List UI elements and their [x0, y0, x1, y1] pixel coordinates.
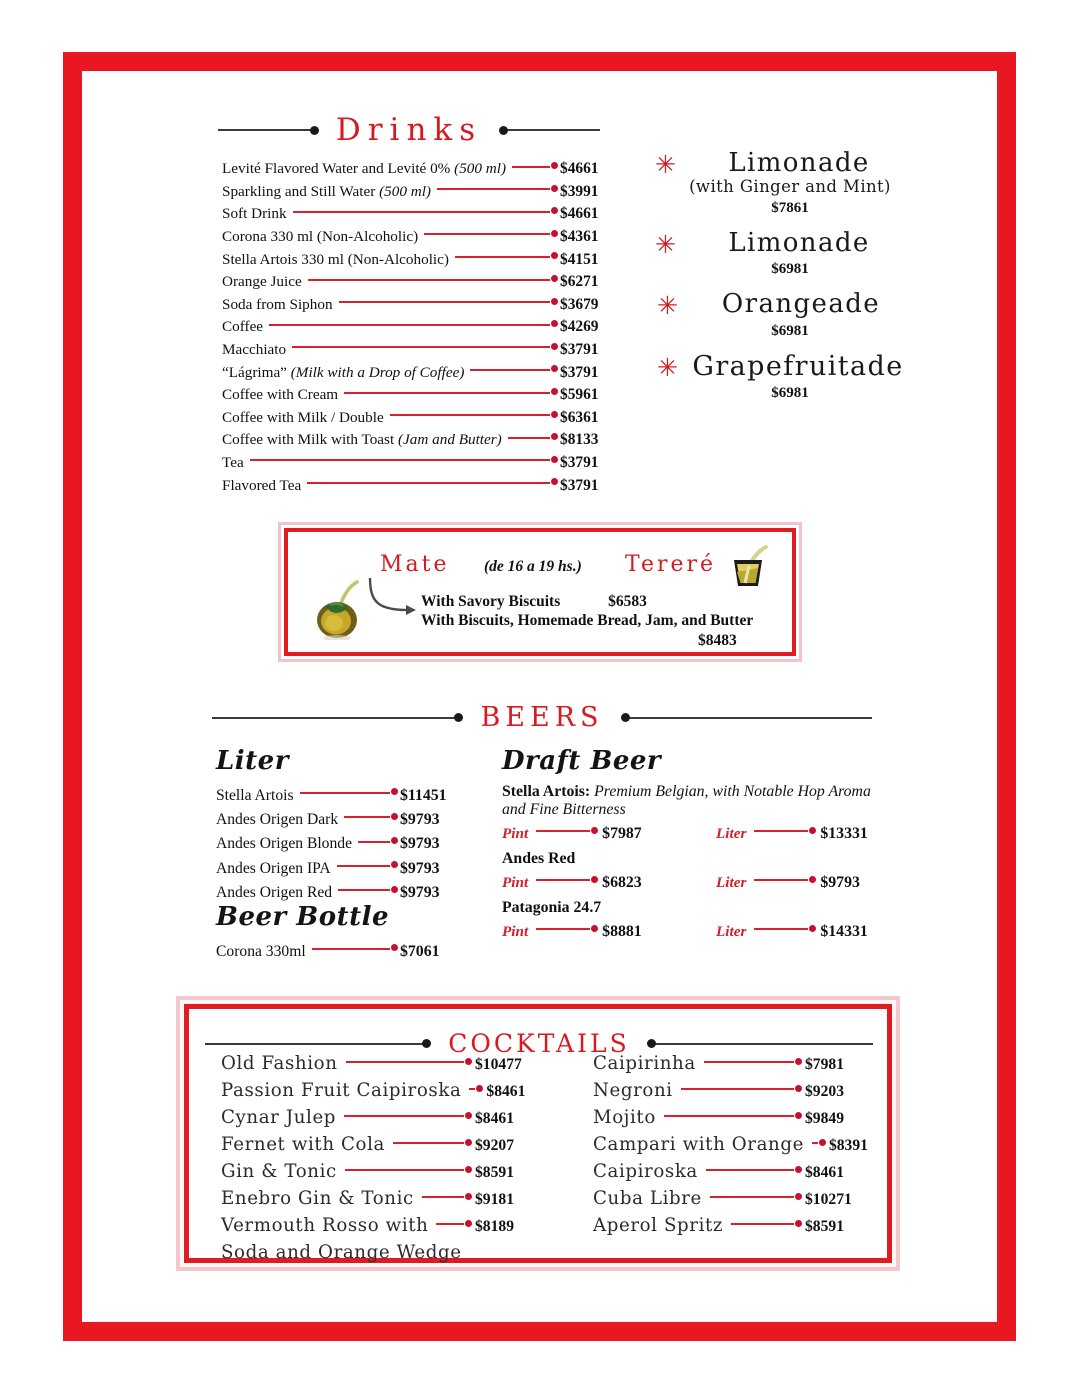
ade-price: $7861	[771, 199, 809, 216]
price-leader-line	[390, 407, 558, 422]
draft-pint-label: Pint	[502, 923, 529, 940]
cocktail-name: Passion Fruit Caipiroska	[221, 1080, 462, 1101]
price-leader-line	[512, 158, 558, 173]
cocktail-price: $7981	[805, 1056, 844, 1073]
cocktail-row	[593, 1053, 875, 1080]
draft-size-row	[502, 871, 892, 892]
menu-item-price: $6271	[560, 273, 599, 291]
menu-item-price: $4661	[560, 160, 599, 178]
cocktail-price: $9849	[805, 1110, 844, 1127]
draft-liter-price: $14331	[820, 923, 868, 940]
price-leader-line	[710, 1188, 802, 1204]
price-leader-line	[681, 1080, 802, 1096]
price-leader-line	[754, 871, 816, 887]
liter-list	[216, 784, 466, 906]
cocktail-name: Old Fashion	[221, 1053, 338, 1074]
menu-item-row	[216, 784, 466, 808]
menu-item-name: Soda from Siphon	[222, 295, 333, 313]
cocktail-name: Cynar Julep	[221, 1107, 337, 1128]
cocktail-name: Mojito	[593, 1107, 656, 1128]
menu-item-row	[222, 407, 620, 430]
cocktail-name: Cuba Libre	[593, 1188, 702, 1209]
menu-item-name: Levité Flavored Water and Levité 0% (500 ml)	[222, 160, 507, 178]
menu-item-row	[222, 384, 620, 407]
mate-hours: (de 16 a 19 hs.)	[484, 558, 582, 575]
menu-item-name: Andes Origen IPA	[216, 859, 331, 877]
cocktails-box-inner	[184, 1004, 892, 1263]
bottle-heading: Beer Bottle	[216, 902, 390, 932]
cocktails-right-column	[593, 1053, 875, 1242]
menu-item-row	[222, 361, 620, 384]
draft-beer-name	[502, 899, 892, 917]
draft-beer-label: Patagonia 24.7	[502, 899, 602, 916]
draft-beer-name	[502, 783, 892, 819]
draft-size-row	[502, 920, 892, 941]
menu-item-row	[222, 248, 620, 271]
menu-item-name: Corona 330ml	[216, 942, 306, 960]
price-leader-line	[812, 1134, 826, 1150]
price-leader-line	[308, 271, 558, 286]
cocktails-title: COCKTAILS	[448, 1029, 630, 1058]
menu-item-price: $3791	[560, 340, 599, 358]
draft-pint-price: $8881	[602, 923, 642, 940]
price-leader-line	[437, 181, 558, 196]
menu-item-row	[222, 294, 620, 317]
menu-item-row	[222, 316, 620, 339]
ade-name: Orangeade	[721, 289, 881, 320]
mate-arrow-icon	[364, 576, 420, 620]
cocktail-row	[221, 1053, 545, 1080]
draft-beer-description: Premium Belgian, with Notable Hop Aroma and Fine Bitterness	[502, 783, 871, 818]
cocktail-name: Caipirinha	[593, 1053, 696, 1074]
draft-liter-label: Liter	[716, 874, 747, 891]
menu-item-row	[222, 452, 620, 475]
cocktail-price: $9203	[805, 1083, 844, 1100]
drinks-list	[222, 158, 620, 497]
ade-item	[645, 350, 935, 403]
mate-option-1-label: With Savory Biscuits	[421, 593, 561, 610]
drinks-section-header	[218, 112, 600, 148]
price-leader-line	[293, 203, 558, 218]
draft-beer-label: Andes Red	[502, 850, 576, 867]
cocktail-name: Campari with Orange	[593, 1134, 804, 1155]
price-leader-line	[307, 474, 558, 489]
beers-section-header	[212, 702, 872, 733]
menu-item-row	[216, 833, 466, 857]
cocktail-price: $10477	[475, 1056, 522, 1073]
menu-item-price: $4151	[560, 250, 599, 268]
menu-item-name: “Lágrima” (Milk with a Drop of Coffee)	[222, 363, 465, 381]
asterisk-icon: ✳	[655, 152, 676, 179]
liter-heading: Liter	[216, 746, 289, 776]
menu-item-price: $3791	[560, 453, 599, 471]
mate-option-2	[421, 612, 753, 630]
ade-name: Grapefruitade	[692, 350, 904, 382]
menu-item-name: Sparkling and Still Water (500 ml)	[222, 182, 431, 200]
draft-list	[502, 783, 892, 941]
cocktail-price: $9207	[475, 1137, 514, 1154]
menu-item-row	[222, 226, 620, 249]
price-leader-line	[455, 248, 558, 263]
menu-item-price: $9793	[400, 835, 440, 853]
menu-item-name: Coffee	[222, 318, 264, 336]
ade-price: $6981	[771, 322, 809, 339]
mate-option-1-price: $6583	[608, 593, 647, 610]
cocktail-price: $8189	[475, 1218, 514, 1235]
price-leader-line	[344, 808, 398, 824]
price-leader-line	[312, 940, 398, 956]
mate-option-2-price: $8483	[698, 632, 737, 649]
terere-title: Tereré	[625, 552, 717, 577]
price-leader-line	[731, 1215, 802, 1231]
cocktail-name: Negroni	[593, 1080, 673, 1101]
draft-beer-label: Stella Artois:	[502, 783, 591, 800]
ade-name: Limonade	[728, 148, 870, 178]
ade-item	[645, 227, 935, 279]
asterisk-icon: ✳	[657, 354, 678, 382]
menu-item-price: $3791	[560, 363, 599, 381]
price-leader-line	[436, 1215, 472, 1231]
cocktail-price: $9181	[475, 1191, 514, 1208]
cocktail-price: $8591	[475, 1164, 514, 1181]
mate-terere-box	[278, 522, 802, 662]
price-leader-line	[422, 1188, 472, 1204]
cocktail-row	[593, 1215, 875, 1242]
asterisk-icon: ✳	[657, 293, 678, 321]
menu-item-name: Stella Artois	[216, 786, 294, 804]
ade-price: $6981	[771, 385, 809, 402]
menu-item-price: $4269	[560, 318, 599, 336]
mate-box-inner	[284, 528, 796, 656]
price-leader-line	[536, 920, 598, 936]
draft-liter-cell	[716, 871, 860, 892]
beers-draft-block	[502, 746, 892, 941]
price-leader-line	[338, 882, 398, 898]
menu-item-name: Coffee with Milk / Double	[222, 408, 384, 426]
cocktail-price: $8461	[805, 1164, 844, 1181]
price-leader-line	[358, 833, 398, 849]
price-leader-line	[346, 1053, 472, 1069]
price-leader-line	[536, 822, 598, 838]
menu-item-price: $8133	[560, 431, 599, 449]
menu-item-price: $9793	[400, 810, 440, 828]
menu-item-row	[216, 940, 466, 964]
draft-liter-label: Liter	[716, 923, 747, 940]
cocktail-price: $8591	[805, 1218, 844, 1235]
menu-item-price: $3991	[560, 182, 599, 200]
menu-item-name: Coffee with Cream	[222, 386, 339, 404]
cocktail-row	[593, 1188, 875, 1215]
draft-pint-cell	[502, 822, 716, 843]
price-leader-line	[393, 1134, 472, 1150]
drinks-title: Drinks	[335, 112, 483, 148]
header-rule-right	[500, 129, 600, 131]
price-leader-line	[300, 784, 398, 800]
menu-item-price: $5961	[560, 386, 599, 404]
draft-liter-cell	[716, 822, 868, 843]
cocktail-price: $8461	[475, 1110, 514, 1127]
menu-item-name: Coffee with Milk with Toast (Jam and Butter)	[222, 431, 502, 449]
mate-title: Mate	[380, 552, 450, 577]
menu-item-name: Andes Origen Blonde	[216, 835, 352, 853]
cocktails-rule-left	[205, 1043, 430, 1045]
cocktail-row	[221, 1215, 545, 1242]
price-leader-line	[664, 1107, 802, 1123]
mate-option-1	[421, 593, 647, 611]
menu-item-row	[216, 808, 466, 832]
draft-pint-label: Pint	[502, 825, 529, 842]
price-leader-line	[269, 316, 558, 331]
menu-item-note: (Milk with a Drop of Coffee)	[286, 363, 465, 381]
beers-rule-right	[622, 717, 872, 719]
cocktail-row	[593, 1134, 875, 1161]
cocktail-price: $10271	[805, 1191, 852, 1208]
menu-item-price: $9793	[400, 859, 440, 877]
price-leader-line	[508, 429, 558, 444]
menu-item-row	[222, 181, 620, 204]
menu-item-note: (500 ml)	[450, 160, 507, 178]
cocktail-row	[593, 1107, 875, 1134]
menu-item-row	[222, 203, 620, 226]
bottle-list	[216, 940, 466, 964]
price-leader-line	[344, 1107, 472, 1123]
header-rule-left	[218, 129, 318, 131]
cocktail-name-continued: Soda and Orange Wedge	[221, 1242, 462, 1263]
cocktail-row	[221, 1080, 545, 1107]
draft-liter-price: $9793	[820, 874, 860, 891]
beers-bottle-block	[216, 902, 466, 964]
price-leader-line	[754, 920, 816, 936]
cocktail-row	[221, 1161, 545, 1188]
mate-gourd-icon	[310, 580, 366, 640]
price-leader-line	[470, 361, 558, 376]
menu-item-price: $3791	[560, 476, 599, 494]
cocktail-price: $8461	[486, 1083, 526, 1100]
draft-pint-label: Pint	[502, 874, 529, 891]
menu-item-row	[222, 429, 620, 452]
price-leader-line	[250, 452, 558, 467]
draft-liter-label: Liter	[716, 825, 747, 842]
cocktails-left-column	[221, 1053, 545, 1268]
cocktail-row	[593, 1161, 875, 1188]
menu-item-price: $3679	[560, 295, 599, 313]
beers-title: BEERS	[480, 702, 604, 733]
cocktail-name: Enebro Gin & Tonic	[221, 1188, 414, 1209]
ade-item	[645, 150, 935, 217]
price-leader-line	[292, 339, 558, 354]
mate-option-2-label: With Biscuits, Homemade Bread, Jam, and Butter	[421, 612, 754, 629]
price-leader-line	[704, 1053, 802, 1069]
menu-item-name: Andes Origen Red	[216, 884, 333, 902]
menu-item-row	[216, 857, 466, 881]
beers-rule-left	[212, 717, 462, 719]
beers-liter-block	[216, 746, 466, 906]
cocktail-price: $8391	[828, 1137, 868, 1154]
menu-item-row	[222, 271, 620, 294]
menu-item-name: Soft Drink	[222, 205, 287, 223]
menu-item-name: Flavored Tea	[222, 476, 302, 494]
price-leader-line	[754, 822, 816, 838]
ade-subtitle: (with Ginger and Mint)	[689, 176, 891, 196]
asterisk-icon: ✳	[655, 231, 676, 259]
cocktail-row	[221, 1107, 545, 1134]
menu-item-name: Stella Artois 330 ml (Non-Alcoholic)	[222, 250, 449, 268]
draft-pint-price: $6823	[602, 874, 642, 891]
cocktail-name: Caipiroska	[593, 1161, 698, 1182]
cocktail-row	[221, 1188, 545, 1215]
menu-item-price: $4661	[560, 205, 599, 223]
menu-item-name: Tea	[222, 453, 244, 471]
menu-item-name: Andes Origen Dark	[216, 810, 339, 828]
ade-price: $6981	[771, 261, 809, 278]
cocktails-rule-right	[648, 1043, 873, 1045]
cocktail-name: Fernet with Cola	[221, 1134, 385, 1155]
ade-item	[645, 291, 935, 340]
cocktails-box	[176, 996, 900, 1271]
menu-item-price: $9793	[400, 884, 440, 902]
menu-item-row	[222, 474, 620, 497]
menu-item-row	[222, 158, 620, 181]
cocktail-name: Aperol Spritz	[593, 1215, 724, 1236]
ades-column	[645, 150, 935, 415]
draft-beer-name	[502, 850, 892, 868]
cocktail-name: Vermouth Rosso with	[221, 1215, 429, 1236]
menu-item-name: Corona 330 ml (Non-Alcoholic)	[222, 227, 419, 245]
terere-glass-icon	[725, 544, 771, 592]
draft-liter-cell	[716, 920, 868, 941]
draft-pint-price: $7987	[602, 825, 642, 842]
price-leader-line	[424, 226, 558, 241]
menu-item-price: $7061	[400, 942, 440, 960]
price-leader-line	[337, 857, 398, 873]
menu-item-price: $11451	[400, 786, 447, 804]
ade-name: Limonade	[728, 227, 870, 258]
price-leader-line	[345, 1161, 472, 1177]
draft-pint-cell	[502, 871, 716, 892]
price-leader-line	[536, 871, 598, 887]
draft-size-row	[502, 822, 892, 843]
menu-item-name: Macchiato	[222, 340, 287, 358]
cocktail-row	[221, 1134, 545, 1161]
price-leader-line	[469, 1080, 483, 1096]
price-leader-line	[344, 384, 558, 399]
menu-item-note: (Jam and Butter)	[394, 431, 502, 449]
menu-item-price: $6361	[560, 408, 599, 426]
draft-liter-price: $13331	[820, 825, 868, 842]
menu-item-note: (500 ml)	[375, 182, 431, 200]
menu-item-row	[222, 339, 620, 362]
draft-heading: Draft Beer	[502, 746, 662, 776]
cocktail-row	[593, 1080, 875, 1107]
menu-item-name: Orange Juice	[222, 273, 302, 291]
price-leader-line	[706, 1161, 802, 1177]
draft-pint-cell	[502, 920, 716, 941]
price-leader-line	[339, 294, 558, 309]
cocktail-name: Gin & Tonic	[221, 1161, 337, 1182]
menu-item-price: $4361	[560, 227, 599, 245]
